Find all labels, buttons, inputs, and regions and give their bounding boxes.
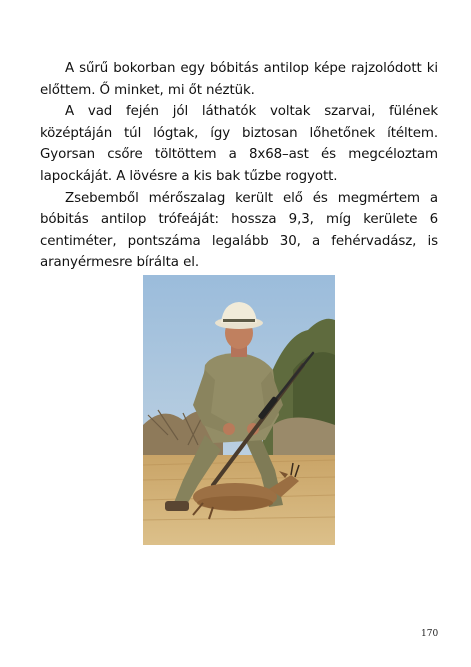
paragraph-2: A vad fején jól láthatók voltak szarvai, fülének középtáján túl lógtak, így biztosan lőhetőnek ítéltem. Gyorsan csőre töltöttem a 8x68–ast és megcéloztam lapockáját. A lövésre a kis bak tűzbe rogyott. <box>40 104 438 184</box>
page-number: 170 <box>421 629 439 639</box>
paragraph-3: Zsebemből mérőszalag került elő és megmértem a bóbitás antilop trófeáját: hossza 9,3, míg kerülete 6 centiméter, pontszáma legalább 30, a fehérvadász, is aranyérmesre bírálta el. <box>40 190 438 271</box>
hunter-boot <box>165 501 189 511</box>
hunting-photo <box>143 275 335 545</box>
body-text <box>40 58 438 274</box>
hunting-photo-image <box>143 275 335 545</box>
paragraph-1: A sűrű bokorban egy bóbitás antilop képe rajzolódott ki előttem. Ő minket, mi őt néztük. <box>40 61 438 98</box>
